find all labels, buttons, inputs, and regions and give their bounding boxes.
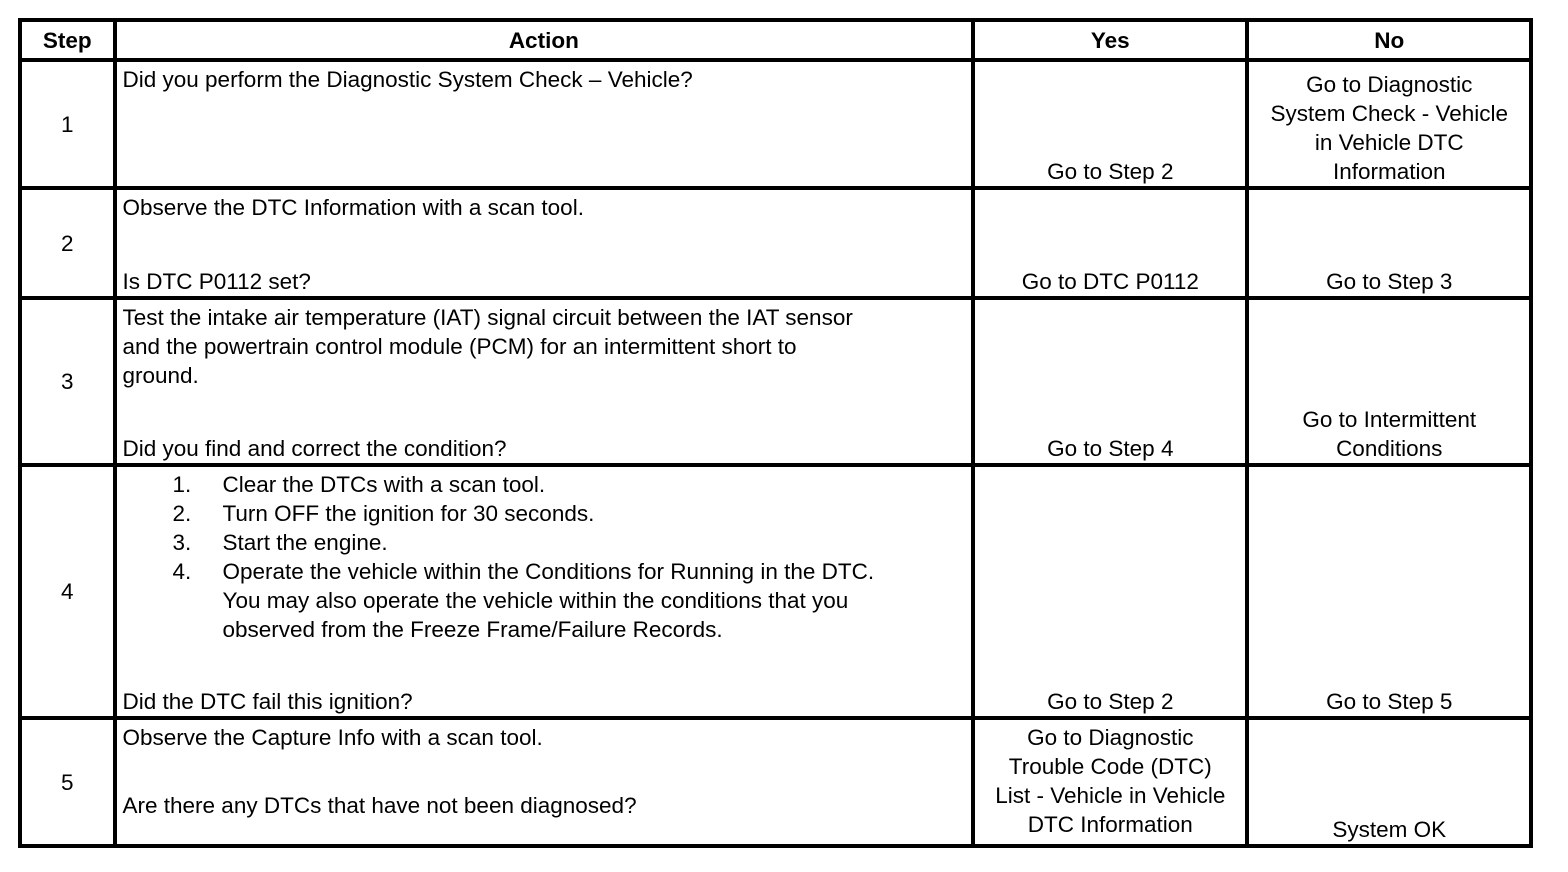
list-line: You may also operate the vehicle within the conditions that you <box>222 588 849 613</box>
list-number: 3. <box>172 530 192 555</box>
list-number: 2. <box>172 501 192 526</box>
no-cell <box>1247 465 1531 718</box>
action-cell <box>115 465 974 718</box>
no-cell <box>1247 188 1531 298</box>
no-cell <box>1247 718 1531 846</box>
list-line: Operate the vehicle within the Conditions for Running in the DTC. <box>222 559 875 584</box>
header-yes: Yes <box>973 20 1247 60</box>
no-line: Go to Diagnostic <box>1306 72 1473 97</box>
table-row <box>20 465 1531 718</box>
step-number: 1 <box>20 60 115 188</box>
action-text: Did you perform the Diagnostic System Check – Vehicle? <box>122 67 693 92</box>
header-no: No <box>1247 20 1531 60</box>
yes-text: Go to DTC P0112 <box>1021 269 1199 294</box>
list-line: observed from the Freeze Frame/Failure Records. <box>222 617 723 642</box>
list-text: Turn OFF the ignition for 30 seconds. <box>222 501 595 526</box>
no-line: Conditions <box>1336 436 1443 461</box>
step-number: 5 <box>20 718 115 846</box>
action-line: Test the intake air temperature (IAT) signal circuit between the IAT sensor <box>122 305 853 330</box>
action-cell <box>115 298 974 465</box>
list-number: 4. <box>172 559 192 584</box>
action-question: Did the DTC fail this ignition? <box>122 689 413 714</box>
yes-text: Go to Step 4 <box>1047 436 1174 461</box>
action-question: Did you find and correct the condition? <box>122 436 507 461</box>
no-line: in Vehicle DTC <box>1314 130 1464 155</box>
no-cell <box>1247 60 1531 188</box>
action-paragraph <box>123 303 966 390</box>
list-number: 1. <box>172 472 192 497</box>
action-question: Are there any DTCs that have not been diagnosed? <box>122 793 637 818</box>
no-text: Go to Step 3 <box>1326 269 1453 294</box>
no-line: Information <box>1332 159 1446 184</box>
yes-cell <box>973 60 1247 188</box>
yes-line: DTC Information <box>1027 812 1193 837</box>
list-text: Start the engine. <box>222 530 388 555</box>
diagnostic-table <box>18 18 1533 848</box>
yes-cell <box>973 465 1247 718</box>
procedure-list <box>123 470 966 644</box>
action-text: Observe the Capture Info with a scan tool. <box>122 725 543 750</box>
list-text <box>223 557 875 644</box>
header-action: Action <box>115 20 974 60</box>
list-item <box>173 528 966 557</box>
yes-text: Go to Step 2 <box>1047 159 1174 184</box>
header-step: Step <box>20 20 115 60</box>
action-line: ground. <box>122 363 199 388</box>
no-cell <box>1247 298 1531 465</box>
yes-cell <box>973 298 1247 465</box>
list-item <box>173 470 966 499</box>
yes-cell <box>973 718 1247 846</box>
no-text: Go to Step 5 <box>1326 689 1453 714</box>
step-number: 2 <box>20 188 115 298</box>
yes-line: List - Vehicle in Vehicle <box>995 783 1226 808</box>
action-cell <box>115 60 974 188</box>
table-row <box>20 298 1531 465</box>
table-row <box>20 718 1531 846</box>
yes-cell <box>973 188 1247 298</box>
table-row <box>20 60 1531 188</box>
list-item <box>173 557 966 644</box>
no-text: System OK <box>1332 817 1447 842</box>
action-line: and the powertrain control module (PCM) for an intermittent short to <box>122 334 797 359</box>
action-question: Is DTC P0112 set? <box>122 269 311 294</box>
list-item <box>173 499 966 528</box>
action-text: Observe the DTC Information with a scan tool. <box>122 195 584 220</box>
yes-line: Go to Diagnostic <box>1027 725 1194 750</box>
step-number: 4 <box>20 465 115 718</box>
list-text: Clear the DTCs with a scan tool. <box>222 472 546 497</box>
step-number: 3 <box>20 298 115 465</box>
yes-text: Go to Step 2 <box>1047 689 1174 714</box>
yes-line: Trouble Code (DTC) <box>1008 754 1212 779</box>
table-row <box>20 188 1531 298</box>
action-cell <box>115 718 974 846</box>
action-cell <box>115 188 974 298</box>
header-row <box>20 20 1531 60</box>
no-line: Go to Intermittent <box>1302 407 1477 432</box>
no-line: System Check - Vehicle <box>1270 101 1509 126</box>
